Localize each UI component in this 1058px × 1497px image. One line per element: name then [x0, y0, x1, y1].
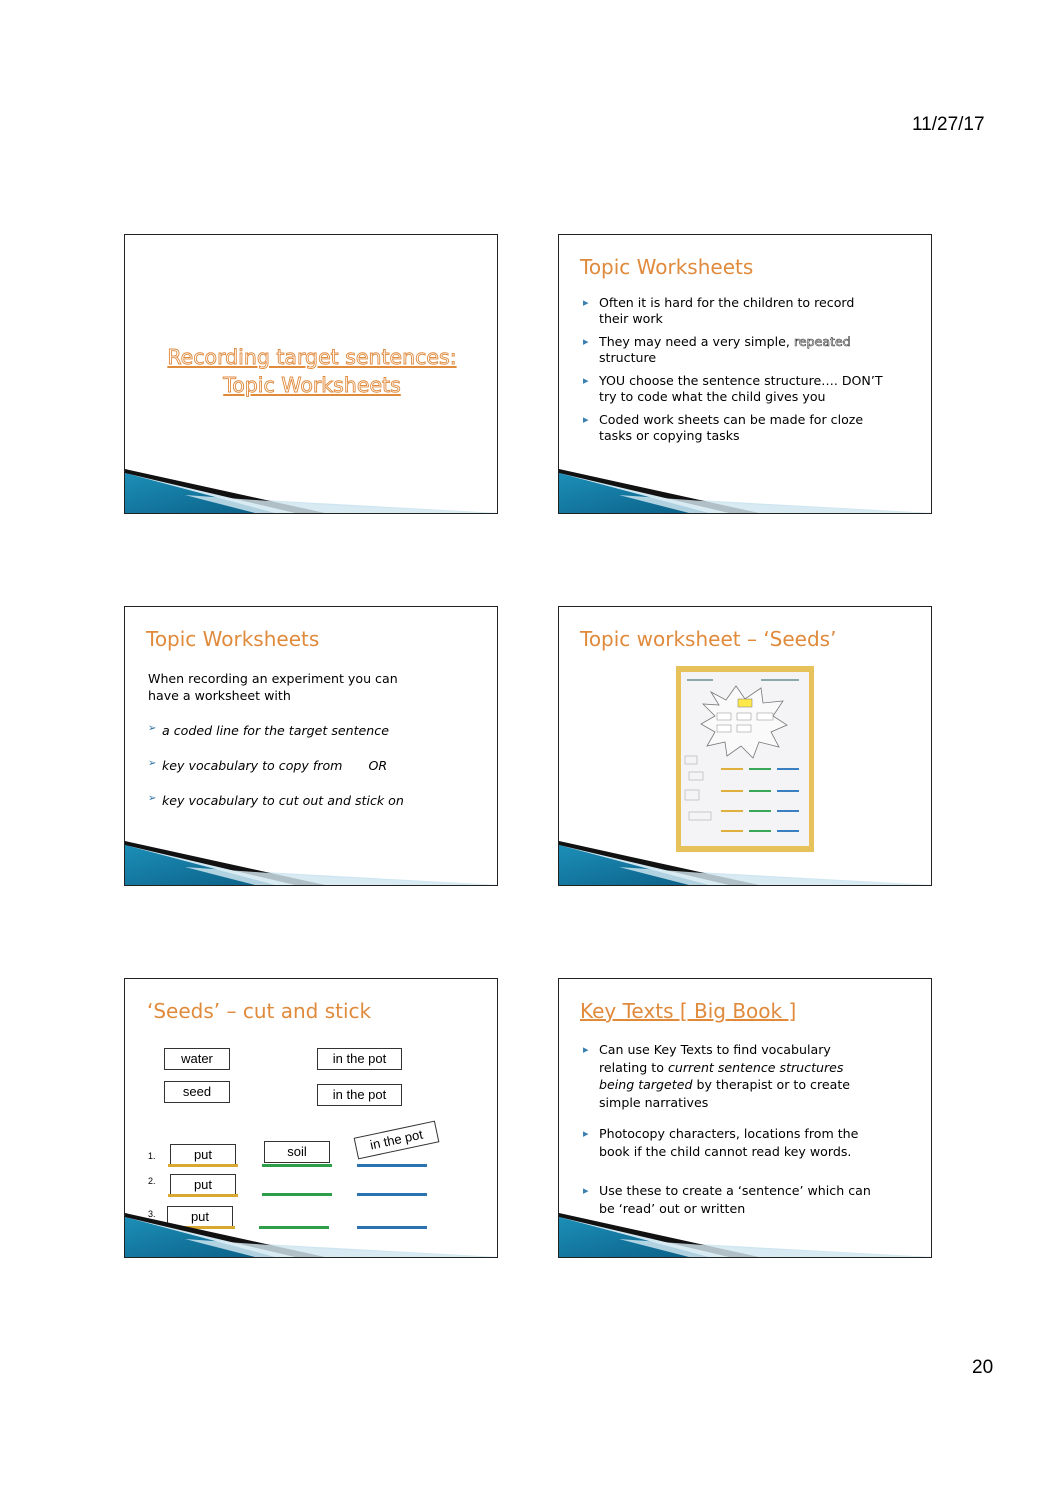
slide-5: [124, 978, 498, 1258]
slide-6-bullets: [583, 1041, 923, 1217]
slide-4: [558, 606, 932, 886]
slide-4-title: Topic worksheet – ‘Seeds’: [580, 627, 837, 651]
page-number: 20: [972, 1357, 994, 1378]
word-card-put: put: [170, 1174, 236, 1196]
bullet-item: ▸ Often it is hard for the children to record their work: [583, 295, 923, 326]
word-card-in-the-pot: in the pot: [317, 1084, 402, 1106]
who-line: [168, 1194, 238, 1197]
bullet-item: ▸ Coded work sheets can be made for cloze tasks or copying tasks: [583, 412, 923, 443]
worksheet-sheet: [681, 672, 809, 846]
worksheet-photo: [676, 666, 814, 852]
slide-3: [124, 606, 498, 886]
slide-swoosh-decoration: [559, 465, 932, 513]
who-line: [168, 1164, 238, 1167]
bullet-item: ▸ They may need a very simple, repeated structure: [583, 334, 923, 365]
slide-3-title: Topic Worksheets: [146, 627, 320, 651]
slide-3-intro: When recording an experiment you can have a worksheet with: [148, 671, 398, 703]
word-card-in-the-pot-tilted: in the pot: [354, 1121, 440, 1160]
list-item: ➢ key vocabulary to cut out and stick on: [148, 793, 404, 808]
header-date: 11/27/17: [912, 114, 985, 135]
slide-swoosh-decoration: [125, 1209, 498, 1257]
slide-1-title: Recording target sentences: Topic Worksheets: [167, 345, 457, 397]
word-card-put: put: [167, 1206, 233, 1228]
bullet-item: ▸ YOU choose the sentence structure…. DON’T try to code what the child gives you: [583, 373, 923, 404]
slide-swoosh-decoration: [125, 465, 498, 513]
word-card-water: water: [164, 1048, 230, 1070]
list-item: ➢ key vocabulary to copy from OR: [148, 758, 387, 773]
slide-2-title: Topic Worksheets: [580, 255, 754, 279]
word-card-in-the-pot: in the pot: [317, 1048, 402, 1070]
what-line: [262, 1193, 332, 1196]
bullet-item: ▸ Photocopy characters, locations from the book if the child cannot read key words.: [583, 1125, 923, 1160]
what-line: [262, 1164, 332, 1167]
slide-2-bullets: [583, 295, 923, 443]
list-item: ➢ a coded line for the target sentence: [148, 723, 389, 738]
or-label: OR: [368, 758, 388, 773]
row-number: 2.: [148, 1176, 156, 1186]
emphasis-word: repeated: [793, 334, 851, 349]
slide-1: [124, 234, 498, 514]
where-line: [357, 1193, 427, 1196]
slide-swoosh-decoration: [559, 1209, 932, 1257]
slide-6: [558, 978, 932, 1258]
slide-swoosh-decoration: [125, 837, 498, 885]
word-card-put: put: [170, 1144, 236, 1166]
slide-swoosh-decoration: [559, 837, 932, 885]
slide-5-title: ‘Seeds’ – cut and stick: [147, 999, 372, 1023]
where-line: [357, 1164, 427, 1167]
row-number: 1.: [148, 1151, 156, 1161]
worksheet-illustration: [681, 672, 809, 846]
bullet-item: ▸ Can use Key Texts to find vocabulary relating to current sentence structures being targeted by therapist or to create simple narratives: [583, 1041, 923, 1111]
word-card-soil: soil: [264, 1141, 330, 1163]
bullet-item: ▸ Use these to create a ‘sentence’ which can be ‘read’ out or written: [583, 1182, 923, 1217]
row-number: 3.: [148, 1209, 156, 1219]
word-card-seed: seed: [164, 1081, 230, 1103]
slide-6-title: Key Texts [ Big Book ]: [580, 999, 797, 1023]
slide-2: [558, 234, 932, 514]
